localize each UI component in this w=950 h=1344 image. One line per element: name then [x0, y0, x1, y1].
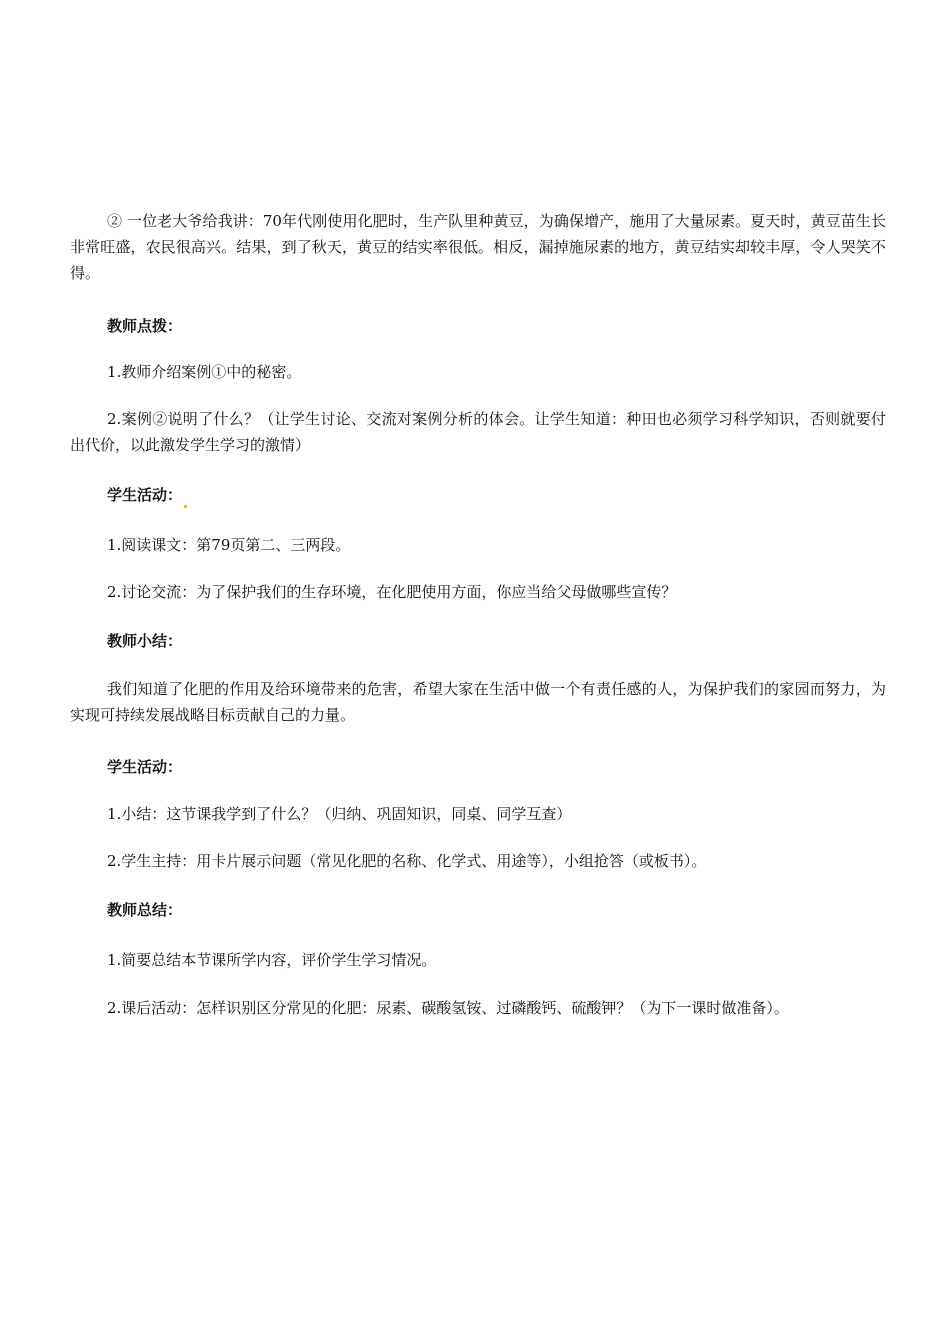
- annotation-mark: [184, 505, 187, 508]
- student-activity-2-heading: 学生活动：: [107, 758, 183, 776]
- case-2-paragraph: ② 一位老大爷给我讲：70年代刚使用化肥时，生产队里种黄豆，为确保增产，施用了大量尿素。夏天时，黄豆苗生长非常旺盛，农民很高兴。结果，到了秋天，黄豆的结实率很低。相反，漏掉施尿素的地方，黄豆结实却较丰厚，令人哭笑不得。: [70, 212, 886, 282]
- student-activity-2-item-2: 2.学生主持：用卡片展示问题（常见化肥的名称、化学式、用途等），小组抢答（或板书）。: [107, 852, 707, 870]
- teacher-conclusion-heading: 教师总结：: [107, 901, 183, 919]
- student-activity-1-item-2: 2.讨论交流：为了保护我们的生存环境，在化肥使用方面，你应当给父母做哪些宣传？: [107, 583, 677, 601]
- teacher-conclusion-item-1: 1.简要总结本节课所学内容，评价学生学习情况。: [107, 951, 437, 969]
- teacher-guidance-item-2: 2.案例②说明了什么？（让学生讨论、交流对案例分析的体会。让学生知道：种田也必须学习科学知识，否则就要付出代价，以此激发学生学习的激情）: [70, 410, 886, 454]
- student-activity-1-heading: [107, 482, 187, 508]
- teacher-summary-paragraph: 我们知道了化肥的作用及给环境带来的危害，希望大家在生活中做一个有责任感的人，为保护我们的家园而努力，为实现可持续发展战略目标贡献自己的力量。: [70, 680, 886, 724]
- teacher-guidance-item-1: 1.教师介绍案例①中的秘密。: [107, 363, 302, 381]
- student-activity-1-heading-text: 学生活动：: [107, 486, 183, 504]
- teacher-conclusion-item-2: 2.课后活动：怎样识别区分常见的化肥：尿素、碳酸氢铵、过磷酸钙、硫酸钾？（为下一课时做准备）。: [107, 999, 789, 1017]
- teacher-guidance-heading: 教师点拨：: [107, 317, 183, 335]
- student-activity-2-item-1: 1.小结：这节课我学到了什么？（归纳、巩固知识，同桌、同学互查）: [107, 805, 572, 823]
- student-activity-1-item-1: 1.阅读课文：第79页第二、三两段。: [107, 536, 351, 554]
- teacher-summary-heading: 教师小结：: [107, 632, 183, 650]
